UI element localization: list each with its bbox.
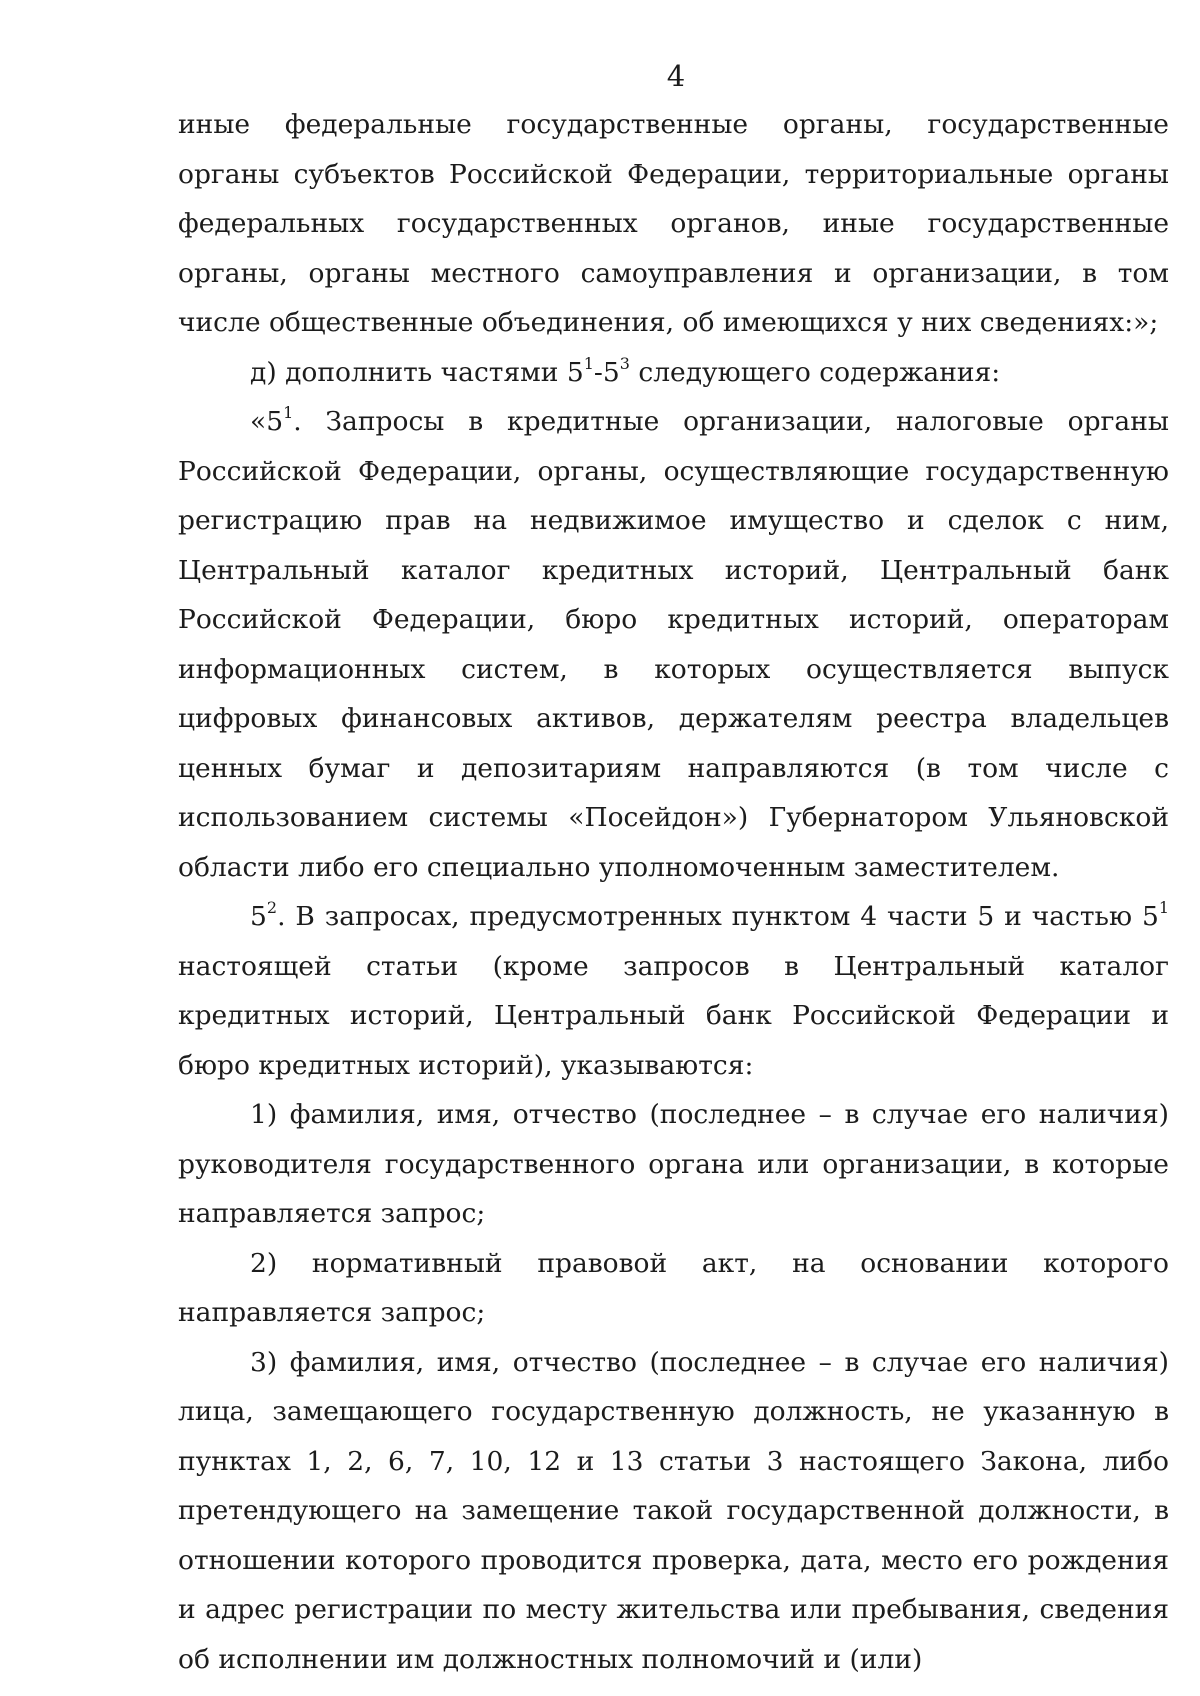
text-segment: 2) нормативный правовой акт, на основании которого направляется запрос; (178, 1247, 1169, 1328)
paragraph-p6 (178, 1239, 1169, 1338)
text-segment: 5 (250, 901, 267, 932)
paragraph-p7 (178, 1338, 1169, 1685)
text-segment: 1) фамилия, имя, отчество (последнее – в случае его наличия) руководителя государственного органа или организации, в которые направляется запрос; (178, 1099, 1169, 1229)
superscript: 1 (283, 403, 294, 422)
document-body (178, 100, 1169, 1684)
paragraph-p3 (178, 397, 1169, 892)
text-segment: д) дополнить частями 5 (250, 356, 584, 388)
page-number: 4 (666, 59, 686, 93)
superscript: 1 (1158, 898, 1169, 917)
text-segment: . В запросах, предусмотренных пунктом 4 части 5 и частью 5 (277, 901, 1159, 932)
paragraph-p1 (178, 100, 1169, 348)
text-segment: -5 (593, 356, 620, 388)
text-segment: «5 (250, 406, 284, 437)
text-segment: . Запросы в кредитные организации, налоговые органы Российской Федерации, органы, осуществляющие государственную регистрацию прав на недвижимое имущество и сделок с ним, Центральный каталог кредитных историй, Центральный банк Российской Федерации, бюро кредитных историй, операторам информационных систем, в которых осуществляется выпуск цифровых финансовых активов, держателям реестра владельцев ценных бумаг и депозитариям направляются (в том числе с использованием системы «Посейдон») Губернатором Ульяновской области либо его специально уполномоченным заместителем. (178, 406, 1169, 883)
text-segment: иные федеральные государственные органы, государственные органы субъектов Российской Федерации, территориальные органы федеральных государственных органов, иные государственные органы, органы местного самоуправления и организации, в том числе общественные объединения, об имеющихся у них сведениях:»; (178, 109, 1169, 338)
superscript: 3 (619, 353, 630, 373)
text-segment: 3) фамилия, имя, отчество (последнее – в случае его наличия) лица, замещающего государственную должность, не указанную в пунктах 1, 2, 6, 7, 10, 12 и 13 статьи 3 настоящего Закона, либо претендующего на замещение такой государственной должности, в отношении которого проводится проверка, дата, место его рождения и адрес регистрации по месту жительства или пребывания, сведения об исполнении им должностных полномочий и (или) (178, 1346, 1169, 1675)
paragraph-p4 (178, 892, 1169, 1090)
superscript: 1 (583, 353, 594, 373)
paragraph-p5 (178, 1090, 1169, 1239)
text-segment: настоящей статьи (кроме запросов в Центральный каталог кредитных историй, Центральный банк Российской Федерации и бюро кредитных историй), указываются: (178, 950, 1169, 1081)
paragraph-p2 (178, 348, 1169, 398)
superscript: 2 (266, 898, 278, 917)
text-segment: следующего содержания: (629, 356, 1001, 388)
